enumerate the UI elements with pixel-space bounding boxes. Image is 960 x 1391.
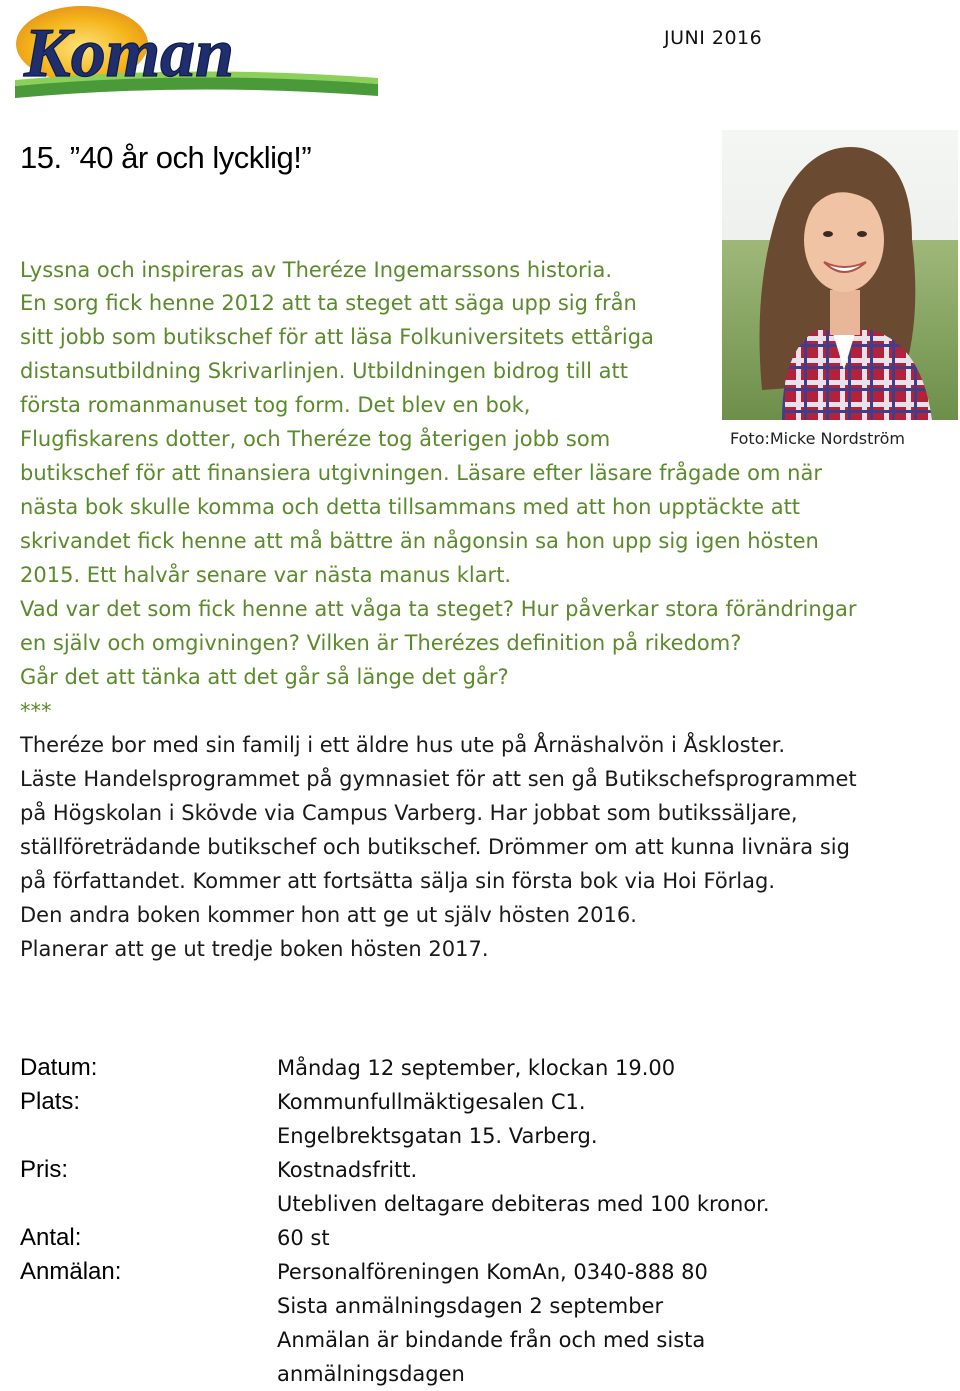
- body-line: Flugfiskarens dotter, och Theréze tog återigen jobb som: [20, 427, 611, 451]
- value-plats: Kommunfullmäktigesalen C1.: [277, 1090, 586, 1114]
- label-pris: Pris:: [20, 1156, 68, 1183]
- body-line: ställföreträdande butikschef och butikschef. Drömmer om att kunna livnära sig: [20, 835, 850, 859]
- value-pris: Kostnadsfritt.: [277, 1158, 418, 1182]
- value-antal: 60 st: [277, 1226, 330, 1250]
- body-line: sitt jobb som butikschef för att läsa Folkuniversitets ettåriga: [20, 325, 654, 349]
- body-line: nästa bok skulle komma och detta tillsammans med att hon upptäckte att: [20, 495, 801, 519]
- value-anmalan: Personalföreningen KomAn, 0340-888 80: [277, 1260, 708, 1284]
- body-line: på författandet. Kommer att fortsätta sälja sin första bok via Hoi Förlag.: [20, 869, 776, 893]
- body-line: Vad var det som fick henne att våga ta steget? Hur påverkar stora förändringar: [20, 597, 857, 621]
- body-line: 2015. Ett halvår senare var nästa manus klart.: [20, 563, 512, 587]
- body-line: distansutbildning Skrivarlinjen. Utbildningen bidrog till att: [20, 359, 628, 383]
- page-title: 15. ”40 år och lycklig!”: [20, 140, 312, 175]
- issue-date: JUNI 2016: [664, 27, 763, 49]
- body-line: Går det att tänka att det går så länge det går?: [20, 665, 509, 689]
- body-line: Läste Handelsprogrammet på gymnasiet för att sen gå Butikschefsprogrammet: [20, 767, 857, 791]
- section-divider: ***: [20, 699, 52, 723]
- value-anmalan: anmälningsdagen: [277, 1362, 465, 1386]
- body-line: butikschef för att finansiera utgivningen. Läsare efter läsare frågade om när: [20, 461, 822, 485]
- label-antal: Antal:: [20, 1224, 82, 1251]
- body-line: Theréze bor med sin familj i ett äldre hus ute på Årnäshalvön i Åskloster.: [20, 733, 786, 757]
- body-line: Den andra boken kommer hon att ge ut själv hösten 2016.: [20, 903, 637, 927]
- logo-wordmark: Koman: [24, 15, 235, 92]
- body-line: skrivandet fick henne att må bättre än någonsin sa hon upp sig igen hösten: [20, 529, 819, 553]
- label-datum: Datum:: [20, 1054, 98, 1081]
- body-line: på Högskolan i Skövde via Campus Varberg. Har jobbat som butikssäljare,: [20, 801, 798, 825]
- value-anmalan: Sista anmälningsdagen 2 september: [277, 1294, 664, 1318]
- value-plats: Engelbrektsgatan 15. Varberg.: [277, 1124, 598, 1148]
- portrait-photo: [722, 130, 958, 420]
- koman-logo: [10, 4, 380, 100]
- body-line: En sorg fick henne 2012 att ta steget att säga upp sig från: [20, 291, 637, 315]
- value-anmalan: Anmälan är bindande från och med sista: [277, 1328, 706, 1352]
- photo-caption: Foto:Micke Nordström: [730, 429, 905, 448]
- value-pris: Utebliven deltagare debiteras med 100 kronor.: [277, 1192, 770, 1216]
- value-datum: Måndag 12 september, klockan 19.00: [277, 1056, 676, 1080]
- body-line: en själv och omgivningen? Vilken är Therézes definition på rikedom?: [20, 631, 742, 655]
- body-line: Planerar att ge ut tredje boken hösten 2017.: [20, 937, 489, 961]
- label-plats: Plats:: [20, 1088, 81, 1115]
- label-anmalan: Anmälan:: [20, 1258, 122, 1285]
- body-line: Lyssna och inspireras av Theréze Ingemarssons historia.: [20, 258, 613, 282]
- body-line: första romanmanuset tog form. Det blev en bok,: [20, 393, 531, 417]
